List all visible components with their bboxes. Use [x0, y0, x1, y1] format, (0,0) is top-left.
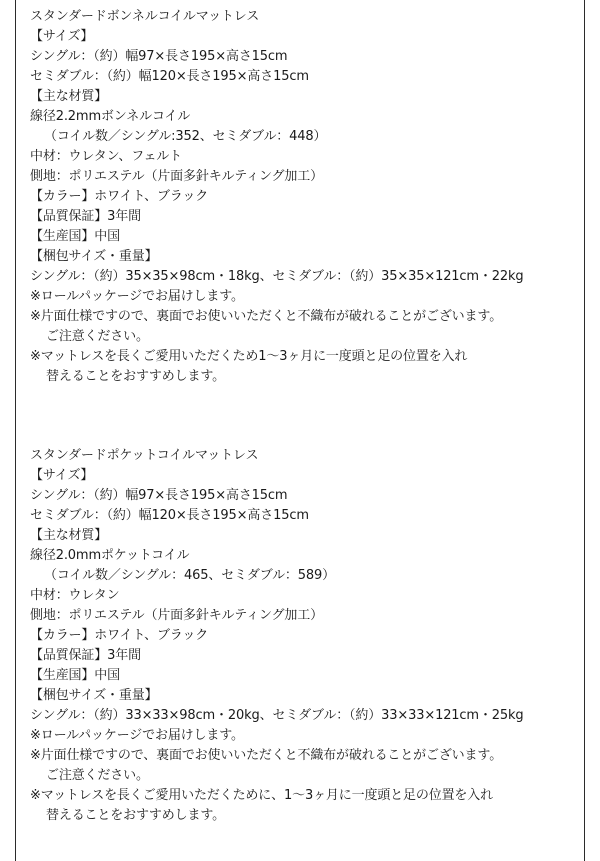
material-heading: 【主な材質】 [30, 528, 108, 543]
product-section-bonnell [30, 7, 575, 387]
coil-wire: 線径2.2mmボンネルコイル [30, 109, 191, 124]
package-heading: 【梱包サイズ・重量】 [30, 249, 158, 264]
size-heading: 【サイズ】 [30, 29, 94, 44]
note-one-sided-cont: ご注意ください。 [46, 329, 149, 344]
coil-count: （コイル数／シングル：465、セミダブル：589） [44, 568, 335, 583]
package-sizes: シングル：（約）33×33×98cm・20kg、セミダブル：（約）33×33×121cm・25kg [30, 708, 524, 723]
origin-info: 【生産国】中国 [30, 668, 120, 683]
filling-material: 中材：ウレタン、フェルト [30, 149, 182, 164]
package-heading: 【梱包サイズ・重量】 [30, 688, 158, 703]
size-semi-double: セミダブル：（約）幅120×長さ195×高さ15cm [30, 508, 309, 523]
color-info: 【カラー】ホワイト、ブラック [30, 628, 209, 643]
product-section-pocket [30, 446, 575, 826]
size-single: シングル：（約）幅97×長さ195×高さ15cm [30, 488, 288, 503]
note-one-sided: ※片面仕様ですので、裏面でお使いいただくと不織布が破れることがございます。 [30, 309, 503, 324]
color-info: 【カラー】ホワイト、ブラック [30, 189, 209, 204]
note-roll-package: ※ロールパッケージでお届けします。 [30, 728, 244, 743]
note-rotation: ※マットレスを長くご愛用いただくため1〜3ヶ月に一度頭と足の位置を入れ [30, 349, 468, 364]
note-one-sided-cont: ご注意ください。 [46, 768, 149, 783]
warranty-info: 【品質保証】3年間 [30, 209, 141, 224]
note-one-sided: ※片面仕様ですので、裏面でお使いいただくと不織布が破れることがございます。 [30, 748, 503, 763]
note-rotation: ※マットレスを長くご愛用いただくために、1〜3ヶ月に一度頭と足の位置を入れ [30, 788, 493, 803]
size-semi-double: セミダブル：（約）幅120×長さ195×高さ15cm [30, 69, 309, 84]
coil-wire: 線径2.0mmポケットコイル [30, 548, 190, 563]
note-rotation-cont: 替えることをおすすめします。 [46, 808, 225, 823]
filling-material: 中材：ウレタン [30, 588, 120, 603]
size-heading: 【サイズ】 [30, 468, 94, 483]
fabric-material: 側地：ポリエステル（片面多針キルティング加工） [30, 169, 323, 184]
origin-info: 【生産国】中国 [30, 229, 120, 244]
material-heading: 【主な材質】 [30, 89, 108, 104]
size-single: シングル：（約）幅97×長さ195×高さ15cm [30, 49, 288, 64]
note-roll-package: ※ロールパッケージでお届けします。 [30, 289, 244, 304]
product-title: スタンダードボンネルコイルマットレス [30, 9, 260, 24]
coil-count: （コイル数／シングル:352、セミダブル：448） [44, 129, 327, 144]
package-sizes: シングル：（約）35×35×98cm・18kg、セミダブル：（約）35×35×121cm・22kg [30, 269, 524, 284]
fabric-material: 側地：ポリエステル（片面多針キルティング加工） [30, 608, 323, 623]
note-rotation-cont: 替えることをおすすめします。 [46, 369, 225, 384]
product-title: スタンダードポケットコイルマットレス [30, 448, 259, 463]
warranty-info: 【品質保証】3年間 [30, 648, 141, 663]
